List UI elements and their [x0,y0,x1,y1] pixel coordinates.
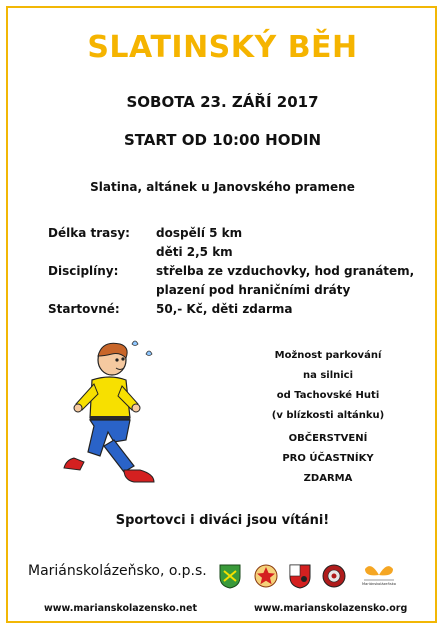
brand-name: Mariánskolázeňsko, o.p.s. [28,563,207,579]
footer-link-org[interactable]: www.marianskolazensko.org [254,603,408,614]
fee-label: Startovné: [48,302,120,316]
crest-eagle-icon [288,563,312,589]
refreshment-line2: PRO ÚČASTNÍKY [282,453,374,464]
crest-red-circle-icon [322,563,346,589]
parking-line4: (v blízkosti altánku) [271,410,385,421]
event-title: SLATINSKÝ BĚH [87,30,358,65]
disciplines-line2: plazení pod hraničními dráty [156,283,351,297]
fee-value: 50,- Kč, děti zdarma [156,302,293,316]
event-date: SOBOTA 23. ZÁŘÍ 2017 [126,93,319,111]
parking-line2: na silnici [302,370,354,381]
parking-line1: Možnost parkování [274,350,382,361]
disciplines-label: Disciplíny: [48,264,119,278]
refreshment-line1: OBČERSTVENÍ [288,433,368,444]
crest-green-icon [218,563,242,589]
length-kids: děti 2,5 km [156,245,233,259]
refreshment-line3: ZDARMA [303,473,353,484]
length-label: Délka trasy: [48,226,130,240]
event-location: Slatina, altánek u Janovského pramene [90,180,355,194]
welcome-text: Sportovci i diváci jsou vítáni! [115,513,330,528]
length-adults: dospělí 5 km [156,226,243,240]
parking-info [258,346,398,426]
butterfly-logo-icon [362,563,396,589]
footer-link-net[interactable]: www.marianskolazensko.net [44,603,198,614]
event-start-time: START OD 10:00 HODIN [123,131,322,149]
small-logo-text: Mariánskolázeňsko [362,582,396,586]
running-man-illustration [62,338,172,498]
crest-red-star-icon [254,563,278,589]
parking-line3: od Tachovské Huti [276,390,380,401]
disciplines-line1: střelba ze vzduchovky, hod granátem, [156,264,415,278]
refreshment-info [258,429,398,489]
